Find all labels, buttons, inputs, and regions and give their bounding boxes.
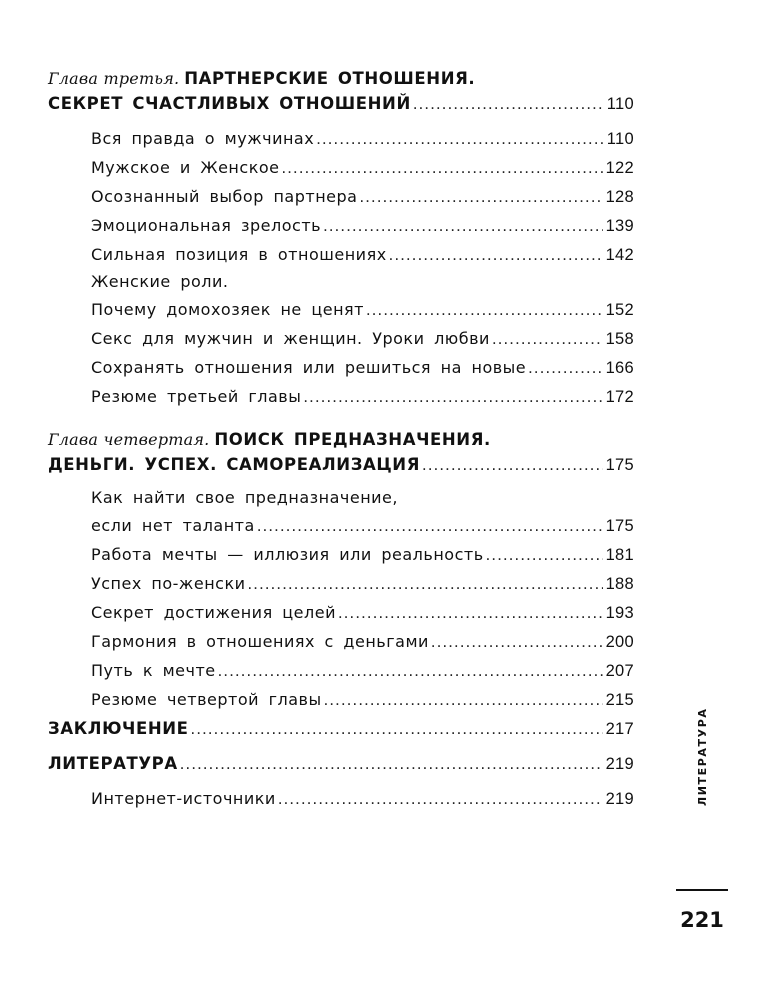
entry-title: Работа мечты — иллюзия или реальность [91,545,484,564]
chapter-title: ПОИСК ПРЕДНАЗНАЧЕНИЯ. [214,430,491,449]
entry-title: Сохранять отношения или решиться на новые [91,358,527,377]
dot-leader [281,154,602,183]
page-ref: 219 [605,790,634,808]
entry-title: Интернет-источники [91,789,276,808]
toc-entry [48,540,634,569]
entry-title: Осознанный выбор партнера [91,187,358,206]
toc-entry [48,452,634,477]
entry-title: Секрет достижения целей [91,603,336,622]
dot-leader [257,512,603,541]
toc-entry [48,91,634,116]
page-ref: 166 [605,359,634,377]
entry-title: Гармония в отношениях с деньгами [91,632,429,651]
dot-leader [431,628,603,657]
page-ref: 122 [605,159,634,177]
page-ref: 175 [605,517,634,535]
dot-leader [486,541,603,570]
page-ref: 207 [605,662,634,680]
page-ref: 217 [605,720,634,738]
page-ref: 193 [605,604,634,622]
page-ref: 200 [605,633,634,651]
chapter-title: ПАРТНЕРСКИЕ ОТНОШЕНИЯ. [184,69,476,88]
page-ref: 142 [605,246,634,264]
dot-leader [248,570,603,599]
dot-leader [324,686,603,715]
dot-leader [180,750,603,779]
entry-title: Успех по-женски [91,574,246,593]
footer-rule [676,889,728,891]
dot-leader [323,212,602,241]
dot-leader [366,296,603,325]
toc-entry [48,598,634,627]
toc-entry-conclusion [48,714,634,743]
entry-title: Почему домохозяек не ценят [91,300,364,319]
page-ref: 110 [606,130,634,148]
chapter-label: Глава четвертая. [48,430,210,449]
toc-entry [48,353,634,382]
entry-title: Мужское и Женское [91,158,280,177]
entry-title: если нет таланта [91,516,255,535]
toc-entry [48,569,634,598]
toc-entry [48,685,634,714]
page-ref: 172 [605,388,634,406]
toc-entry [48,211,634,240]
entry-title: Сильная позиция в отношениях [91,245,387,264]
toc-entry [48,124,634,153]
dot-leader [359,183,602,212]
page-ref: 188 [605,575,634,593]
entry-title: Эмоциональная зрелость [91,216,322,235]
entry-title-line1: Женские роли. [91,272,229,291]
page-number: 221 [680,908,724,932]
chapter-title-line2: ДЕНЬГИ. УСПЕХ. САМОРЕАЛИЗАЦИЯ [48,455,421,474]
toc-entry [48,656,634,685]
dot-leader [528,354,602,383]
dot-leader [422,453,603,478]
dot-leader [191,715,603,744]
entry-title-line1: Как найти свое предназначение, [91,488,398,507]
dot-leader [338,599,603,628]
entry-title: Путь к мечте [91,661,216,680]
page-ref: 175 [605,456,634,474]
dot-leader [413,92,604,117]
chapter-label: Глава третья. [48,69,180,88]
page-ref: 152 [605,301,634,319]
dot-leader [316,125,604,154]
entry-title: Секс для мужчин и женщин. Уроки любви [91,329,490,348]
entry-title: Резюме четвертой главы [91,690,322,709]
toc-entry-literature [48,749,634,778]
entry-title: Вся правда о мужчинах [91,129,315,148]
page-ref: 128 [605,188,634,206]
toc-entry [48,182,634,211]
dot-leader [218,657,603,686]
page-ref: 110 [606,95,634,113]
toc-entry [48,240,634,269]
toc-entry [48,382,634,411]
dot-leader [389,241,603,270]
page-ref: 158 [605,330,634,348]
chapter-heading [48,427,634,477]
page-ref: 181 [605,546,634,564]
entry-title: ЛИТЕРАТУРА [48,754,178,773]
table-of-contents [48,66,634,813]
entry-title: Резюме третьей главы [91,387,302,406]
page-ref: 215 [605,691,634,709]
dot-leader [492,325,603,354]
toc-entry [48,295,634,324]
dot-leader [303,383,602,412]
chapter-title-line2: СЕКРЕТ СЧАСТЛИВЫХ ОТНОШЕНИЙ [48,94,411,113]
chapter-heading [48,66,634,116]
page-ref: 139 [605,217,634,235]
toc-entry [48,324,634,353]
toc-entry [48,784,634,813]
toc-entry [48,153,634,182]
running-section-label: ЛИТЕРАТУРА [696,707,709,806]
dot-leader [278,785,603,814]
page-ref: 219 [605,755,634,773]
entry-title: ЗАКЛЮЧЕНИЕ [48,719,189,738]
toc-entry [48,627,634,656]
toc-entry [48,511,634,540]
